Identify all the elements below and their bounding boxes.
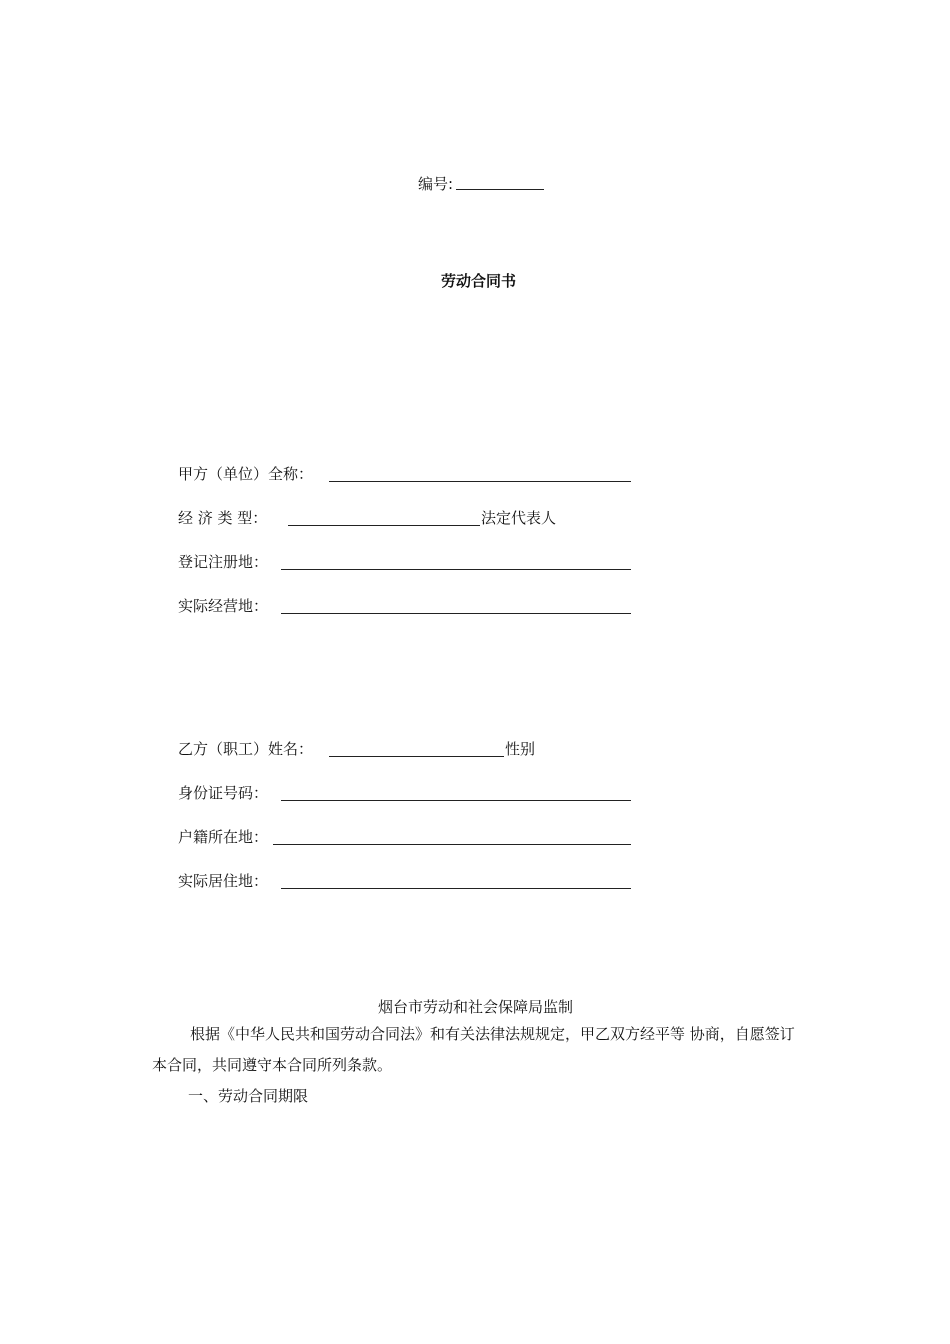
actual-business-line <box>281 613 631 614</box>
registered-address-line <box>281 569 631 570</box>
intro-paragraph: 根据《中华人民共和国劳动合同法》和有关法律法规规定，甲乙双方经平等 协商，自愿签订本合同，共同遵守本合同所列条款。 <box>152 1025 795 1074</box>
id-number-label: 身份证号码： <box>178 784 269 802</box>
household-register-label: 户籍所在地： <box>178 828 269 846</box>
residence-label: 实际居住地： <box>178 872 269 890</box>
registered-address-label: 登记注册地： <box>178 553 269 571</box>
contract-number-label: 编号: <box>418 175 454 193</box>
actual-business-label: 实际经营地： <box>178 597 269 615</box>
party-a-name-label: 甲方（单位）全称： <box>178 465 314 483</box>
legal-representative-label: 法定代表人 <box>481 509 557 527</box>
economic-type-line <box>288 525 480 526</box>
economic-type-label: 经 济 类 型： <box>178 509 268 527</box>
supervisor-text: 烟台市劳动和社会保障局监制 <box>378 998 574 1016</box>
party-b-name-line <box>329 756 504 757</box>
section-heading-1: 一、劳动合同期限 <box>188 1087 309 1105</box>
party-b-name-label: 乙方（职工）姓名： <box>178 740 314 758</box>
gender-label: 性别 <box>505 740 536 758</box>
party-a-name-line <box>329 481 631 482</box>
contract-number-line <box>456 189 544 190</box>
residence-line <box>281 888 631 889</box>
id-number-line <box>281 800 631 801</box>
document-title: 劳动合同书 <box>441 272 517 290</box>
household-register-line <box>273 844 631 845</box>
